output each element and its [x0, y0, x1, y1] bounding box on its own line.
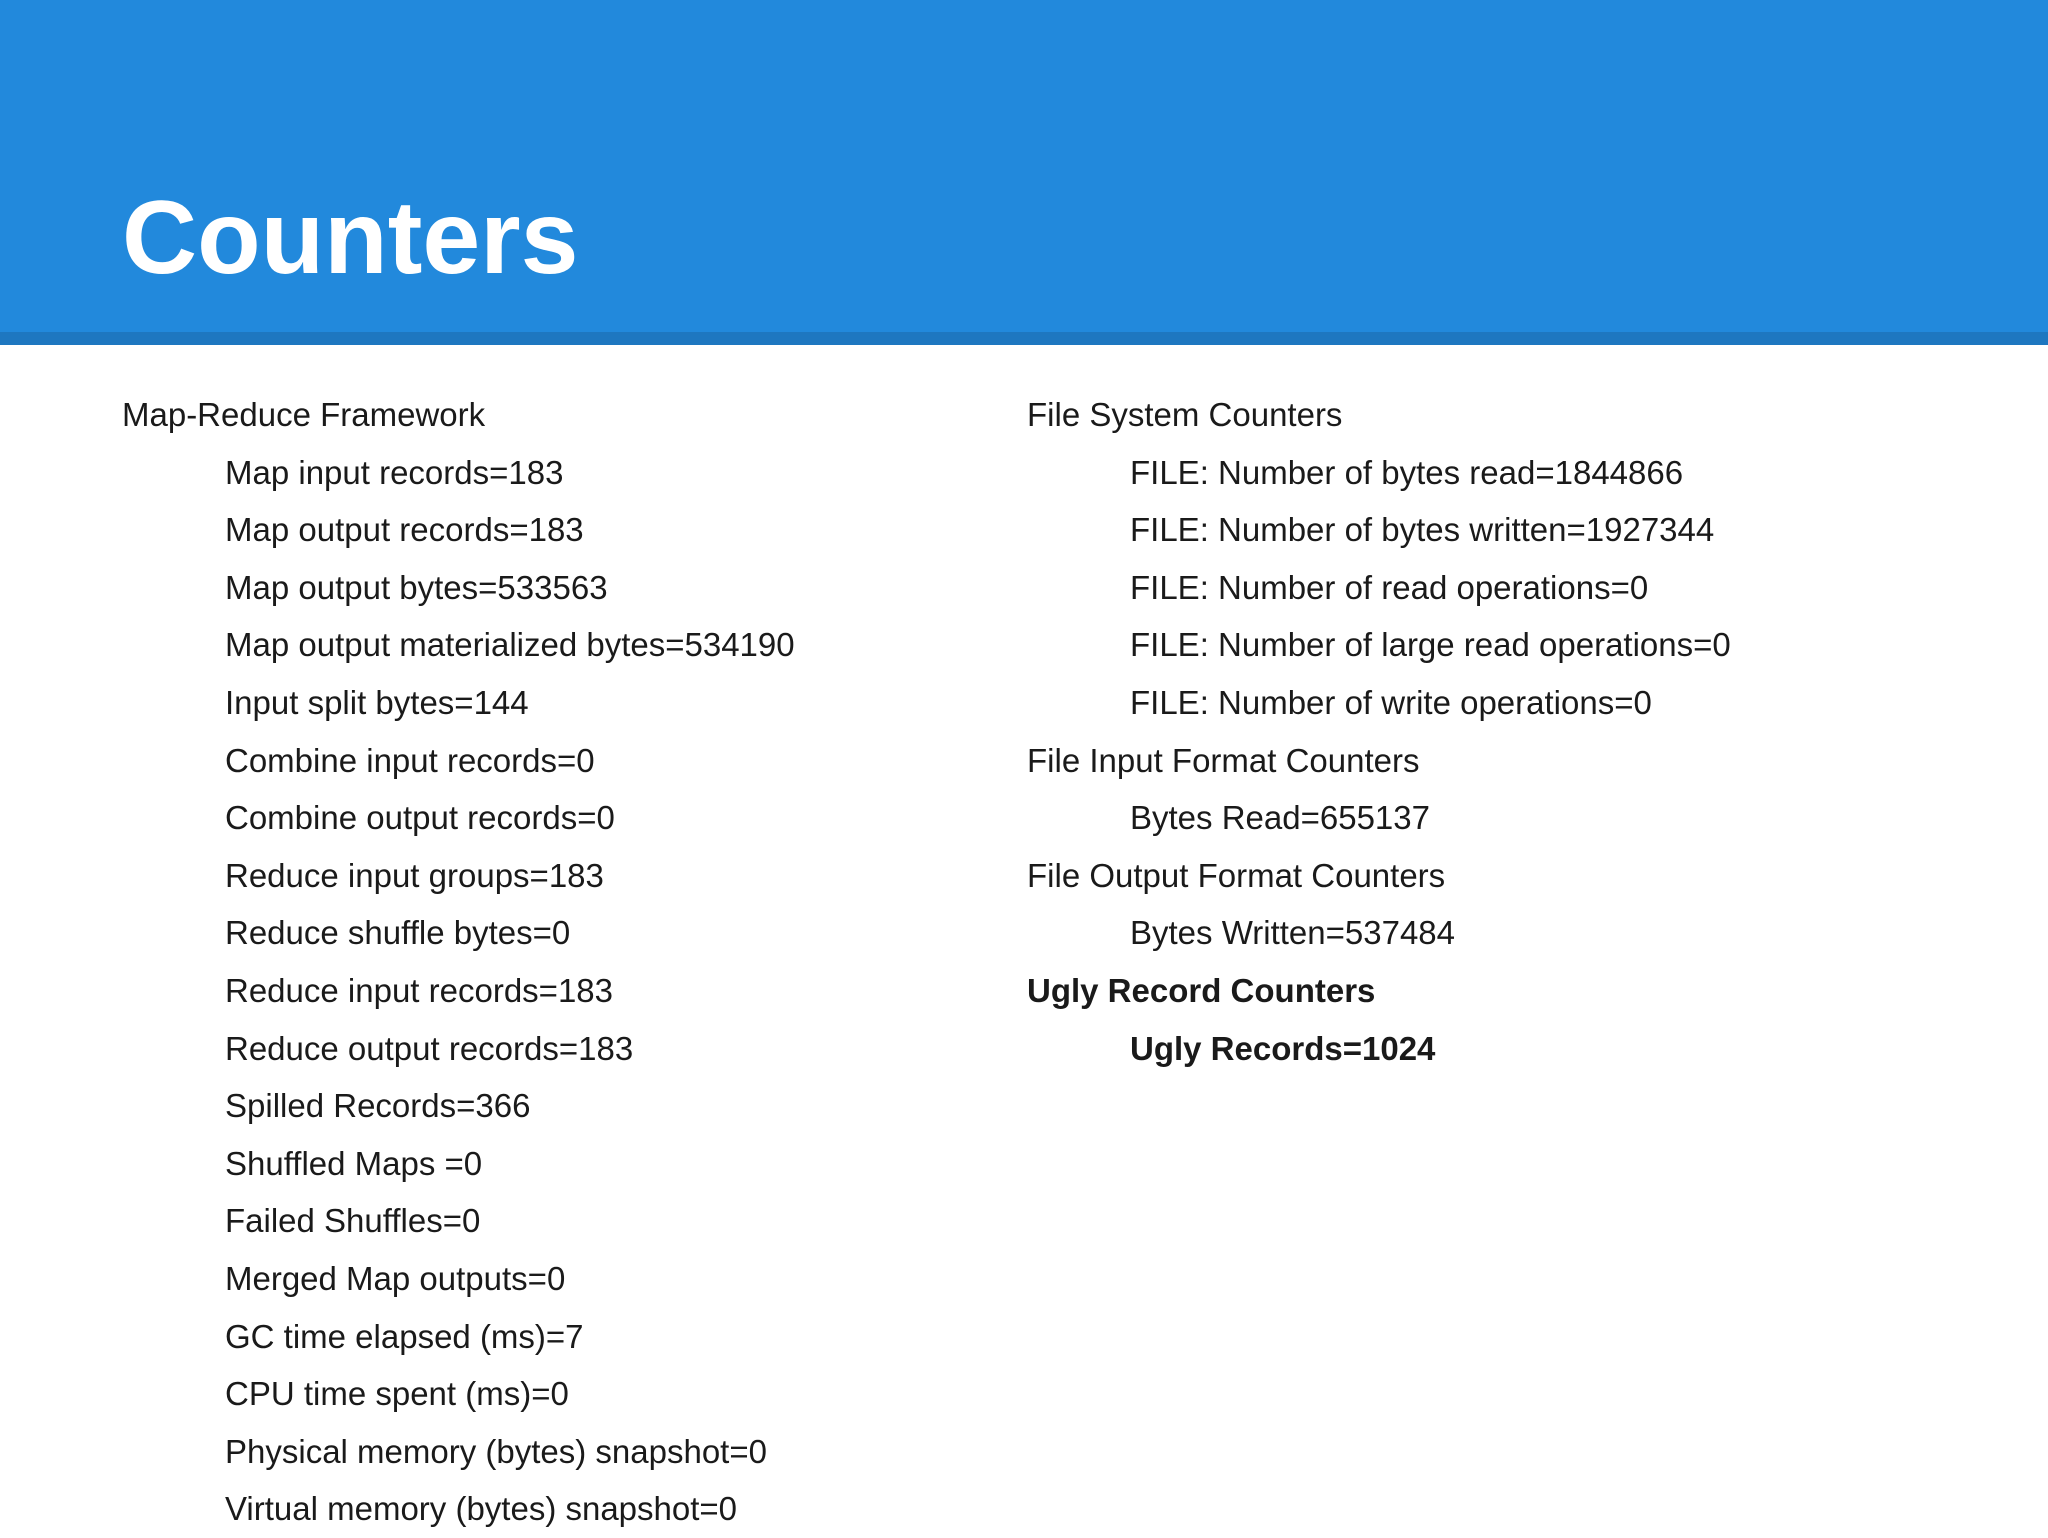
title-bar-divider	[0, 332, 2048, 345]
counter-item: Virtual memory (bytes) snapshot=0	[225, 1490, 738, 1528]
counter-item: Reduce input records=183	[225, 971, 614, 1009]
counter-group-heading: File Input Format Counters	[1027, 741, 1420, 779]
counter-item: Combine output records=0	[225, 799, 615, 837]
counter-item: FILE: Number of write operations=0	[1130, 683, 1652, 721]
counter-item: Map output bytes=533563	[225, 568, 608, 606]
counter-group-heading: Ugly Record Counters	[1027, 971, 1376, 1009]
counter-item: Combine input records=0	[225, 741, 595, 779]
slide-title: Counters	[122, 180, 579, 296]
counter-item: Failed Shuffles=0	[225, 1202, 481, 1240]
counter-item: FILE: Number of bytes read=1844866	[1130, 453, 1684, 491]
counter-item: CPU time spent (ms)=0	[225, 1375, 569, 1413]
left-counter-column	[122, 386, 1002, 1538]
counter-item: Spilled Records=366	[225, 1087, 531, 1125]
counter-item: Map input records=183	[225, 453, 564, 491]
counter-item: Input split bytes=144	[225, 683, 529, 721]
right-counter-column	[1027, 386, 1987, 1077]
counter-item: Reduce output records=183	[225, 1029, 634, 1067]
counter-item: Bytes Written=537484	[1130, 914, 1456, 952]
counter-item: Map output materialized bytes=534190	[225, 626, 795, 664]
counter-item: FILE: Number of bytes written=1927344	[1130, 511, 1715, 549]
counter-group-heading: File System Counters	[1027, 396, 1343, 433]
counter-item: Merged Map outputs=0	[225, 1259, 566, 1297]
counter-item: Reduce input groups=183	[225, 856, 604, 894]
counter-group-heading: File Output Format Counters	[1027, 856, 1446, 894]
counter-group-heading: Map-Reduce Framework	[122, 396, 486, 433]
counter-item: Ugly Records=1024	[1130, 1029, 1436, 1067]
counter-item: Map output records=183	[225, 511, 584, 549]
counter-item: Shuffled Maps =0	[225, 1144, 483, 1182]
counter-item: GC time elapsed (ms)=7	[225, 1317, 584, 1355]
counter-item: FILE: Number of read operations=0	[1130, 568, 1649, 606]
counter-item: Reduce shuffle bytes=0	[225, 914, 571, 952]
counter-item: Bytes Read=655137	[1130, 799, 1430, 837]
counter-item: Physical memory (bytes) snapshot=0	[225, 1432, 767, 1470]
counter-item: FILE: Number of large read operations=0	[1130, 626, 1731, 664]
